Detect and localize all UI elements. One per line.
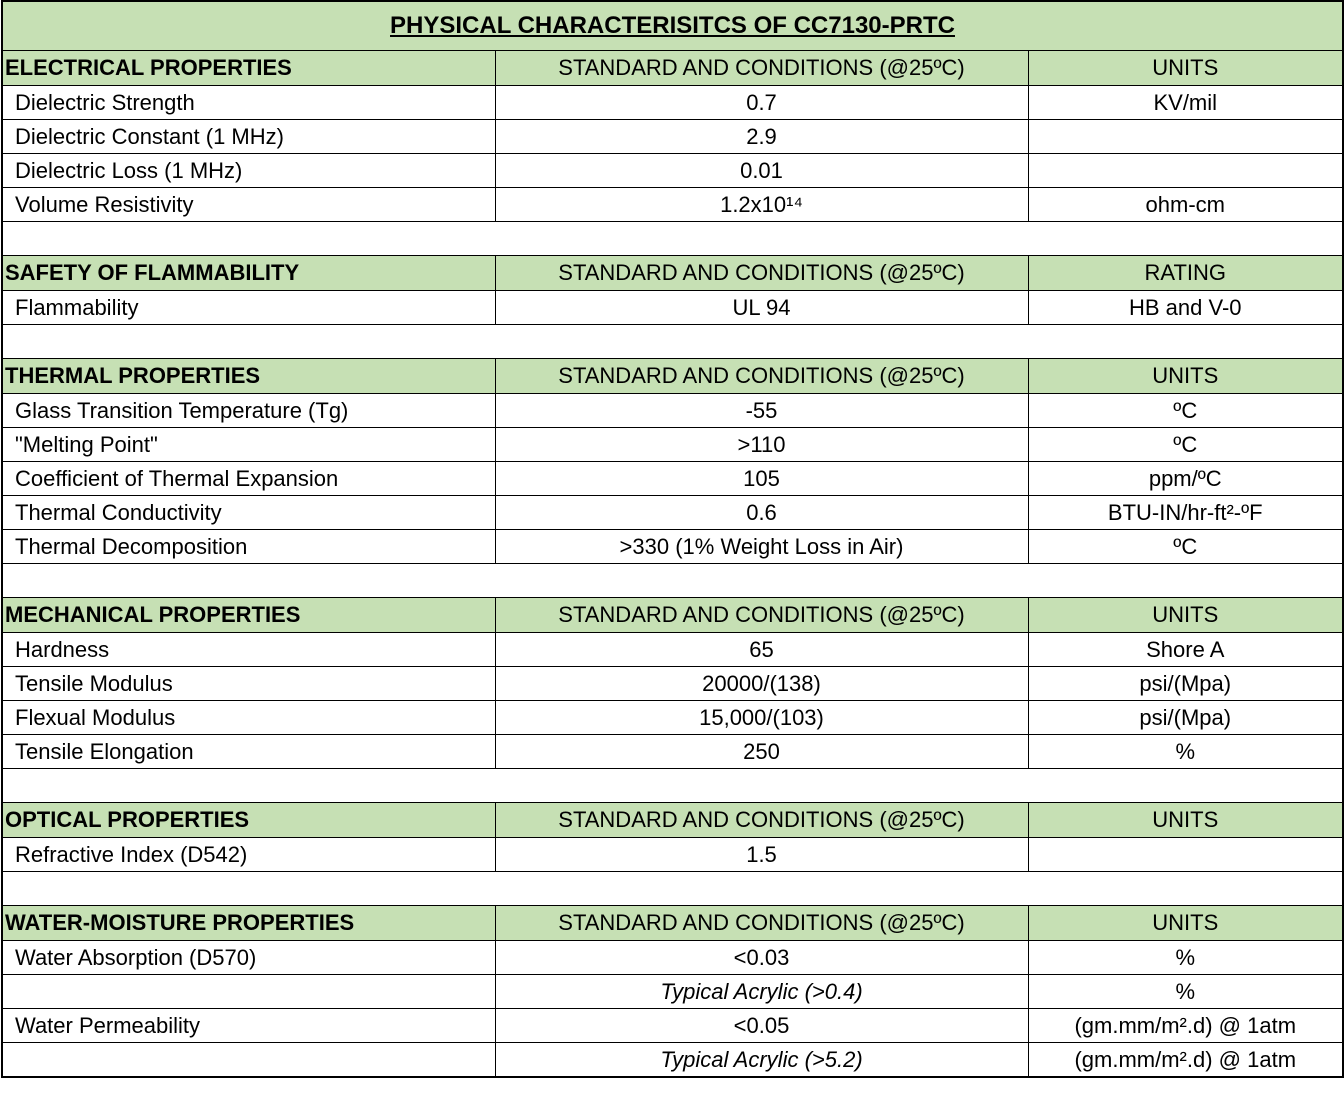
table-row (2, 735, 1343, 769)
property-name: "Melting Point" (2, 428, 495, 462)
property-value: 15,000/(103) (495, 701, 1028, 735)
page-title: PHYSICAL CHARACTERISITCS OF CC7130-PRTC (2, 1, 1343, 51)
property-value: 1.2x10¹⁴ (495, 188, 1028, 222)
property-unit: % (1028, 941, 1343, 975)
spacer-row (2, 325, 1343, 359)
section-title: MECHANICAL PROPERTIES (2, 598, 495, 633)
table-row (2, 1043, 1343, 1078)
property-name (2, 1043, 495, 1078)
property-value: 0.01 (495, 154, 1028, 188)
property-value: -55 (495, 394, 1028, 428)
property-name: Water Absorption (D570) (2, 941, 495, 975)
section-header-row (2, 51, 1343, 86)
property-name (2, 975, 495, 1009)
property-name: Coefficient of Thermal Expansion (2, 462, 495, 496)
unit-column-header: UNITS (1028, 359, 1343, 394)
table-row (2, 701, 1343, 735)
table-row (2, 394, 1343, 428)
property-value: Typical Acrylic (>0.4) (495, 975, 1028, 1009)
spacer-row (2, 769, 1343, 803)
property-value: <0.03 (495, 941, 1028, 975)
property-value: >330 (1% Weight Loss in Air) (495, 530, 1028, 564)
unit-column-header: UNITS (1028, 51, 1343, 86)
section-header-row (2, 256, 1343, 291)
table-row (2, 667, 1343, 701)
table-row (2, 188, 1343, 222)
property-unit: ºC (1028, 428, 1343, 462)
table-row (2, 120, 1343, 154)
section-title: WATER-MOISTURE PROPERTIES (2, 906, 495, 941)
spacer-cell (2, 564, 1343, 598)
section-title: SAFETY OF FLAMMABILITY (2, 256, 495, 291)
property-unit (1028, 154, 1343, 188)
table-row (2, 86, 1343, 120)
property-unit: BTU-IN/hr-ft²-ºF (1028, 496, 1343, 530)
section-title: ELECTRICAL PROPERTIES (2, 51, 495, 86)
property-value: 20000/(138) (495, 667, 1028, 701)
property-name: Thermal Conductivity (2, 496, 495, 530)
property-value: UL 94 (495, 291, 1028, 325)
spacer-row (2, 222, 1343, 256)
property-name: Dielectric Constant (1 MHz) (2, 120, 495, 154)
property-name: Thermal Decomposition (2, 530, 495, 564)
properties-table-body (2, 1, 1343, 1077)
property-value: 1.5 (495, 838, 1028, 872)
table-row (2, 496, 1343, 530)
section-title: THERMAL PROPERTIES (2, 359, 495, 394)
standard-column-header: STANDARD AND CONDITIONS (@25ºC) (495, 256, 1028, 291)
section-title: OPTICAL PROPERTIES (2, 803, 495, 838)
properties-table (1, 0, 1344, 1078)
table-row (2, 975, 1343, 1009)
standard-column-header: STANDARD AND CONDITIONS (@25ºC) (495, 359, 1028, 394)
property-value: >110 (495, 428, 1028, 462)
table-row (2, 291, 1343, 325)
property-name: Dielectric Loss (1 MHz) (2, 154, 495, 188)
property-name: Volume Resistivity (2, 188, 495, 222)
unit-column-header: RATING (1028, 256, 1343, 291)
table-row (2, 154, 1343, 188)
property-unit: ohm-cm (1028, 188, 1343, 222)
property-unit (1028, 120, 1343, 154)
property-unit: % (1028, 735, 1343, 769)
unit-column-header: UNITS (1028, 803, 1343, 838)
spacer-cell (2, 769, 1343, 803)
title-row (2, 1, 1343, 51)
property-name: Water Permeability (2, 1009, 495, 1043)
unit-column-header: UNITS (1028, 906, 1343, 941)
property-unit: (gm.mm/m².d) @ 1atm (1028, 1043, 1343, 1078)
unit-column-header: UNITS (1028, 598, 1343, 633)
property-name: Tensile Elongation (2, 735, 495, 769)
spacer-cell (2, 325, 1343, 359)
property-name: Flexual Modulus (2, 701, 495, 735)
spacer-cell (2, 872, 1343, 906)
property-value: 105 (495, 462, 1028, 496)
property-unit: KV/mil (1028, 86, 1343, 120)
property-name: Tensile Modulus (2, 667, 495, 701)
property-name: Hardness (2, 633, 495, 667)
property-unit: psi/(Mpa) (1028, 701, 1343, 735)
property-name: Dielectric Strength (2, 86, 495, 120)
spacer-row (2, 872, 1343, 906)
standard-column-header: STANDARD AND CONDITIONS (@25ºC) (495, 803, 1028, 838)
section-header-row (2, 906, 1343, 941)
property-unit: HB and V-0 (1028, 291, 1343, 325)
property-name: Refractive Index (D542) (2, 838, 495, 872)
property-value: 2.9 (495, 120, 1028, 154)
property-value: 0.6 (495, 496, 1028, 530)
property-unit: ºC (1028, 530, 1343, 564)
property-value: Typical Acrylic (>5.2) (495, 1043, 1028, 1078)
property-unit: (gm.mm/m².d) @ 1atm (1028, 1009, 1343, 1043)
table-row (2, 633, 1343, 667)
property-name: Flammability (2, 291, 495, 325)
spacer-row (2, 564, 1343, 598)
property-unit: % (1028, 975, 1343, 1009)
property-unit: psi/(Mpa) (1028, 667, 1343, 701)
spacer-cell (2, 222, 1343, 256)
standard-column-header: STANDARD AND CONDITIONS (@25ºC) (495, 906, 1028, 941)
property-unit: ppm/ºC (1028, 462, 1343, 496)
property-value: <0.05 (495, 1009, 1028, 1043)
table-row (2, 1009, 1343, 1043)
property-value: 0.7 (495, 86, 1028, 120)
section-header-row (2, 598, 1343, 633)
table-row (2, 838, 1343, 872)
table-row (2, 941, 1343, 975)
section-header-row (2, 359, 1343, 394)
property-value: 250 (495, 735, 1028, 769)
table-row (2, 428, 1343, 462)
table-row (2, 530, 1343, 564)
property-unit: Shore A (1028, 633, 1343, 667)
table-row (2, 462, 1343, 496)
property-value: 65 (495, 633, 1028, 667)
section-header-row (2, 803, 1343, 838)
property-name: Glass Transition Temperature (Tg) (2, 394, 495, 428)
property-unit: ºC (1028, 394, 1343, 428)
property-unit (1028, 838, 1343, 872)
standard-column-header: STANDARD AND CONDITIONS (@25ºC) (495, 51, 1028, 86)
standard-column-header: STANDARD AND CONDITIONS (@25ºC) (495, 598, 1028, 633)
